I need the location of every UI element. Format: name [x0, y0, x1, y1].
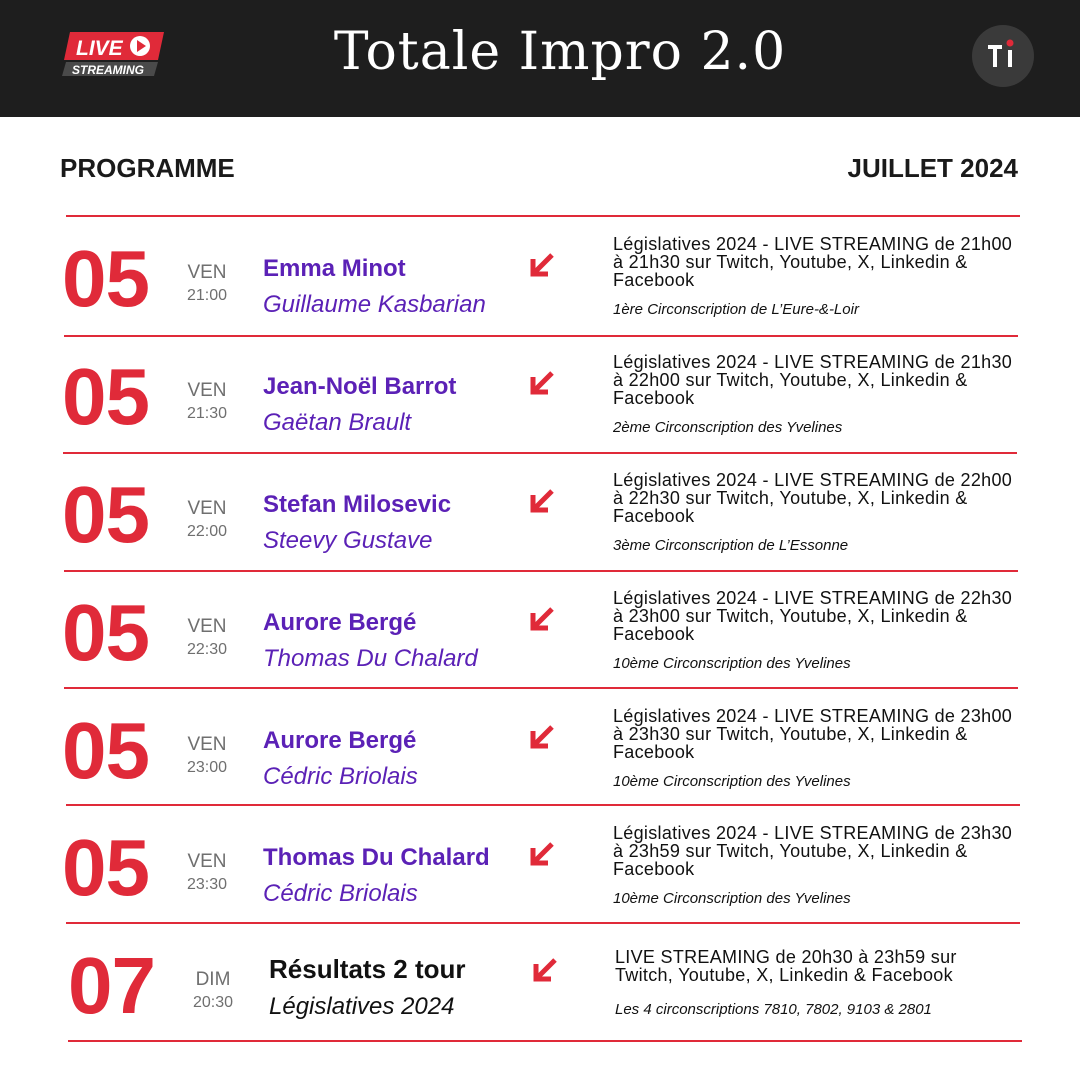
arrow-down-left-icon: [530, 369, 556, 395]
schedule-row: [0, 689, 1080, 805]
opponent-name: Cédric Briolais: [263, 880, 418, 907]
opponent-name: Thomas Du Chalard: [263, 645, 478, 672]
day-number: 07: [68, 941, 155, 1030]
opponent-name: Steevy Gustave: [263, 527, 433, 554]
stream-info: Législatives 2024 - LIVE STREAMING de 23h00 à 23h30 sur Twitch, Youtube, X, Linkedin & Facebook: [613, 706, 1013, 762]
arrow-down-left-icon: [530, 840, 556, 866]
stream-info: Législatives 2024 - LIVE STREAMING de 21h30 à 22h00 sur Twitch, Youtube, X, Linkedin & Facebook: [613, 352, 1013, 408]
circonscription: 10ème Circonscription des Yvelines: [613, 890, 851, 907]
circonscription: 3ème Circonscription de L’Essonne: [613, 537, 849, 554]
weekday: VEN: [187, 851, 227, 872]
stream-info: Législatives 2024 - LIVE STREAMING de 22h30 à 23h00 sur Twitch, Youtube, X, Linkedin & Facebook: [613, 588, 1013, 644]
schedule-row: [0, 335, 1080, 451]
opponent-name: Cédric Briolais: [263, 763, 418, 790]
stream-info: Législatives 2024 - LIVE STREAMING de 22h00 à 22h30 sur Twitch, Youtube, X, Linkedin & Facebook: [613, 470, 1013, 526]
day-number: 05: [62, 706, 149, 795]
schedule-row: [0, 806, 1080, 922]
start-time: 22:30: [186, 641, 228, 658]
stream-info: Législatives 2024 - LIVE STREAMING de 21h00 à 21h30 sur Twitch, Youtube, X, Linkedin & Facebook: [613, 234, 1013, 290]
start-time: 23:00: [186, 759, 228, 776]
page-title: Totale Impro 2.0: [333, 22, 787, 82]
stream-info: LIVE STREAMING de 20h30 à 23h59 sur Twitch, Youtube, X, Linkedin & Facebook: [615, 947, 957, 985]
day-number: 05: [62, 234, 149, 323]
ti-logo: [972, 25, 1034, 87]
circonscription: 10ème Circonscription des Yvelines: [613, 773, 851, 790]
start-time: 20:30: [192, 994, 234, 1011]
weekday: VEN: [187, 262, 227, 283]
candidate-name: Aurore Bergé: [263, 609, 417, 636]
ti-logo-icon: [972, 25, 1034, 87]
month-label: JUILLET 2024: [847, 153, 1018, 183]
weekday: DIM: [195, 969, 231, 990]
arrow-down-left-icon: [530, 251, 556, 277]
schedule-row: [0, 217, 1080, 333]
results-subtitle: Législatives 2024: [269, 993, 455, 1020]
circonscription: 10ème Circonscription des Yvelines: [613, 655, 851, 672]
weekday: VEN: [187, 380, 227, 401]
day-number: 05: [62, 470, 149, 559]
schedule-row: [0, 453, 1080, 569]
start-time: 21:00: [186, 287, 228, 304]
circonscription: 1ère Circonscription de L’Eure-&-Loir: [613, 301, 859, 318]
candidate-name: Jean-Noël Barrot: [263, 373, 457, 400]
circonscription: 2ème Circonscription des Yvelines: [613, 419, 843, 436]
weekday: VEN: [187, 498, 227, 519]
results-title: Résultats 2 tour: [269, 954, 466, 984]
start-time: 23:30: [186, 876, 228, 893]
header-bar: [0, 0, 1080, 117]
programme-label: PROGRAMME: [60, 153, 235, 183]
day-number: 05: [62, 352, 149, 441]
arrow-down-left-icon: [530, 723, 556, 749]
arrow-down-left-icon: [530, 487, 556, 513]
badge-streaming-text: STREAMING: [72, 63, 144, 77]
candidate-name: Stefan Milosevic: [263, 491, 452, 518]
candidate-name: Thomas Du Chalard: [263, 844, 490, 871]
start-time: 22:00: [186, 523, 228, 540]
stream-info: Législatives 2024 - LIVE STREAMING de 23h30 à 23h59 sur Twitch, Youtube, X, Linkedin & Facebook: [613, 823, 1013, 879]
day-number: 05: [62, 823, 149, 912]
schedule-row: [0, 571, 1080, 687]
arrow-down-left-icon: [533, 956, 559, 982]
badge-live-text: LIVE: [76, 37, 123, 60]
candidate-name: Emma Minot: [263, 255, 406, 282]
arrow-down-left-icon: [530, 605, 556, 631]
row-divider: [68, 1040, 1022, 1042]
candidate-name: Aurore Bergé: [263, 727, 417, 754]
start-time: 21:30: [186, 405, 228, 422]
schedule-row-results: [0, 924, 1080, 1040]
weekday: VEN: [187, 616, 227, 637]
day-number: 05: [62, 588, 149, 677]
weekday: VEN: [187, 734, 227, 755]
opponent-name: Gaëtan Brault: [263, 409, 412, 436]
opponent-name: Guillaume Kasbarian: [263, 291, 486, 318]
circonscription: Les 4 circonscriptions 7810, 7802, 9103 & 2801: [615, 1001, 932, 1018]
